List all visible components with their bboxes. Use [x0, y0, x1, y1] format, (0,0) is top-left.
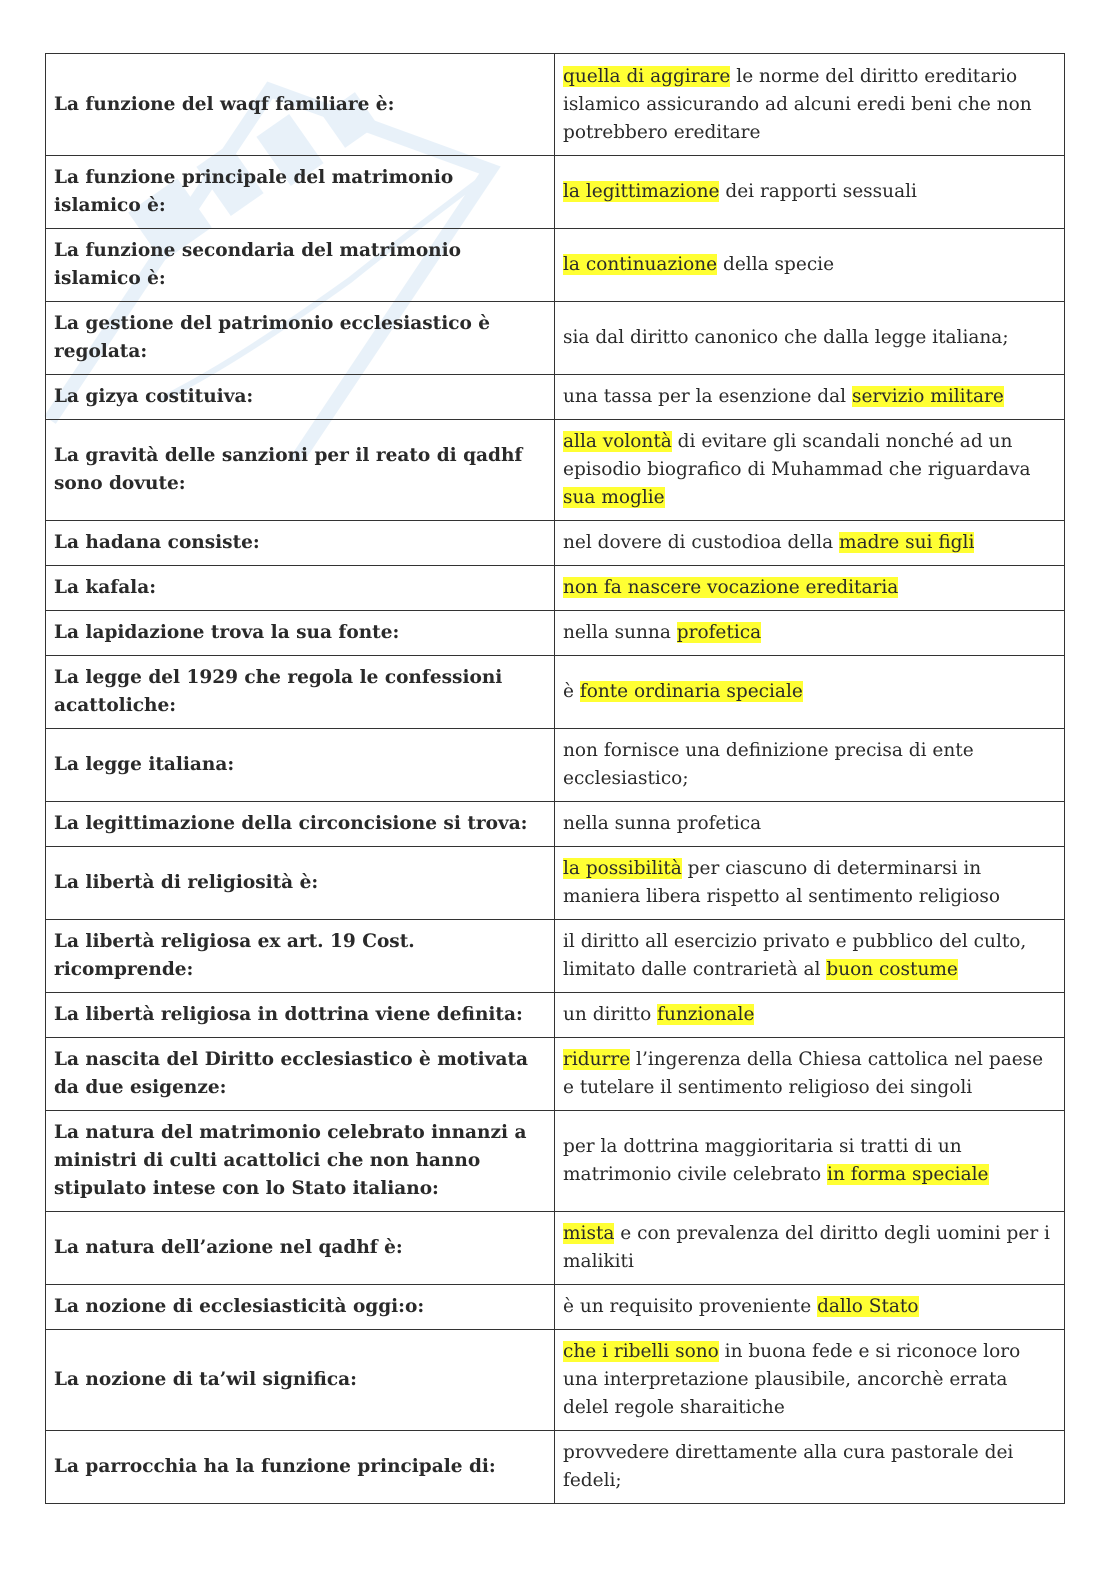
question-cell: La lapidazione trova la sua fonte:	[46, 611, 555, 656]
question-cell: La natura del matrimonio celebrato innanzi a ministri di culti acattolici che non hanno stipulato intese con lo Stato italiano:	[46, 1111, 555, 1212]
answer-cell	[555, 156, 1065, 229]
highlighted-text: ridurre	[563, 1049, 631, 1070]
table-row	[46, 993, 1065, 1038]
highlighted-text: dallo Stato	[817, 1296, 919, 1317]
table-row	[46, 1212, 1065, 1285]
question-cell: La funzione secondaria del matrimonio islamico è:	[46, 229, 555, 302]
table-row	[46, 521, 1065, 566]
answer-cell	[555, 611, 1065, 656]
answer-text: nella sunna	[563, 622, 677, 643]
question-cell: La natura dell’azione nel qadhf è:	[46, 1212, 555, 1285]
answer-text: un diritto	[563, 1004, 658, 1025]
answer-cell	[555, 1431, 1065, 1504]
answer-cell	[555, 375, 1065, 420]
table-row	[46, 920, 1065, 993]
table-row	[46, 566, 1065, 611]
answer-text: dei rapporti sessuali	[719, 181, 917, 202]
question-cell: La libertà religiosa in dottrina viene definita:	[46, 993, 555, 1038]
highlighted-text: la possibilità	[563, 858, 682, 879]
answer-text: una tassa per la esenzione dal	[563, 386, 852, 407]
table-row	[46, 729, 1065, 802]
highlighted-text: che i ribelli sono	[563, 1341, 719, 1362]
question-cell: La libertà religiosa ex art. 19 Cost. ricomprende:	[46, 920, 555, 993]
question-cell: La legittimazione della circoncisione si trova:	[46, 802, 555, 847]
table-row	[46, 611, 1065, 656]
table-row	[46, 420, 1065, 521]
highlighted-text: alla volontà	[563, 431, 672, 452]
question-cell: La nozione di ecclesiasticità oggi:o:	[46, 1285, 555, 1330]
question-cell: La nozione di ta’wil significa:	[46, 1330, 555, 1431]
answer-cell	[555, 1285, 1065, 1330]
answer-text: e con prevalenza del diritto degli uomini per i malikiti	[563, 1223, 1050, 1272]
answer-cell	[555, 847, 1065, 920]
answer-cell	[555, 993, 1065, 1038]
answer-cell	[555, 1111, 1065, 1212]
highlighted-text: servizio militare	[851, 386, 1004, 407]
answer-cell	[555, 1330, 1065, 1431]
answer-cell	[555, 420, 1065, 521]
highlighted-text: quella di aggirare	[563, 65, 731, 87]
highlighted-text: la continuazione	[563, 254, 718, 275]
highlighted-text: non fa nascere vocazione ereditaria	[563, 577, 899, 598]
answer-cell	[555, 729, 1065, 802]
table-row	[46, 1111, 1065, 1212]
question-cell: La funzione del waqf familiare è:	[46, 54, 555, 156]
table-row	[46, 302, 1065, 375]
question-cell: La hadana consiste:	[46, 521, 555, 566]
table-row	[46, 1038, 1065, 1111]
question-cell: La legge italiana:	[46, 729, 555, 802]
answer-cell	[555, 54, 1065, 156]
table-row	[46, 156, 1065, 229]
answer-text: il diritto all esercizio privato e pubblico del culto, limitato dalle contrarietà al	[563, 931, 1027, 980]
answer-text: non fornisce una definizione precisa di ente ecclesiastico;	[563, 740, 974, 789]
answer-cell	[555, 802, 1065, 847]
table-row	[46, 656, 1065, 729]
qa-table-body	[46, 54, 1065, 1504]
question-cell: La kafala:	[46, 566, 555, 611]
table-row	[46, 802, 1065, 847]
highlighted-text: mista	[563, 1223, 615, 1244]
highlighted-text: madre sui figli	[839, 532, 975, 553]
question-cell: La gestione del patrimonio ecclesiastico è regolata:	[46, 302, 555, 375]
qa-table	[45, 53, 1065, 1504]
question-cell: La funzione principale del matrimonio islamico è:	[46, 156, 555, 229]
answer-text: è	[563, 681, 580, 702]
highlighted-text: fonte ordinaria speciale	[579, 681, 803, 702]
question-cell: La libertà di religiosità è:	[46, 847, 555, 920]
answer-text: è un requisito proveniente	[563, 1296, 818, 1317]
answer-cell	[555, 566, 1065, 611]
answer-text: per la dottrina maggioritaria si tratti di un matrimonio civile celebrato	[563, 1136, 962, 1185]
highlighted-text: in forma speciale	[827, 1164, 989, 1185]
table-row	[46, 1330, 1065, 1431]
answer-text: in buona fede e si riconoce loro una interpretazione plausibile, ancorchè errata delel regole sharaitiche	[563, 1341, 1021, 1418]
answer-text: provvedere direttamente alla cura pastorale dei fedeli;	[563, 1442, 1014, 1491]
highlighted-text: sua moglie	[563, 487, 665, 508]
highlighted-text: buon costume	[826, 959, 958, 980]
answer-cell	[555, 302, 1065, 375]
answer-text: le norme del diritto ereditario islamico assicurando ad alcuni eredi beni che non potrebbero ereditare	[563, 65, 1032, 143]
highlighted-text: la legittimazione	[563, 181, 720, 202]
highlighted-text: profetica	[676, 622, 762, 643]
table-row	[46, 1285, 1065, 1330]
question-cell: La parrocchia ha la funzione principale di:	[46, 1431, 555, 1504]
answer-text: per ciascuno di determinarsi in maniera libera rispetto al sentimento religioso	[563, 858, 1000, 907]
answer-text: della specie	[717, 254, 835, 275]
table-row	[46, 229, 1065, 302]
answer-cell	[555, 521, 1065, 566]
answer-text: nel dovere di custodioa della	[563, 532, 840, 553]
answer-cell	[555, 656, 1065, 729]
answer-text: di evitare gli scandali nonché ad un episodio biografico di Muhammad che riguardava	[563, 431, 1031, 480]
question-cell: La gizya costituiva:	[46, 375, 555, 420]
table-row	[46, 54, 1065, 156]
table-row	[46, 847, 1065, 920]
answer-text: nella sunna profetica	[563, 813, 762, 834]
answer-text: sia dal diritto canonico che dalla legge italiana;	[563, 327, 1009, 348]
answer-cell	[555, 229, 1065, 302]
answer-cell	[555, 1212, 1065, 1285]
answer-cell	[555, 920, 1065, 993]
highlighted-text: funzionale	[657, 1004, 755, 1025]
question-cell: La legge del 1929 che regola le confessioni acattoliche:	[46, 656, 555, 729]
answer-text: l’ingerenza della Chiesa cattolica nel paese e tutelare il sentimento religioso dei singoli	[563, 1049, 1044, 1098]
answer-cell	[555, 1038, 1065, 1111]
table-row	[46, 375, 1065, 420]
question-cell: La gravità delle sanzioni per il reato di qadhf sono dovute:	[46, 420, 555, 521]
table-row	[46, 1431, 1065, 1504]
question-cell: La nascita del Diritto ecclesiastico è motivata da due esigenze:	[46, 1038, 555, 1111]
